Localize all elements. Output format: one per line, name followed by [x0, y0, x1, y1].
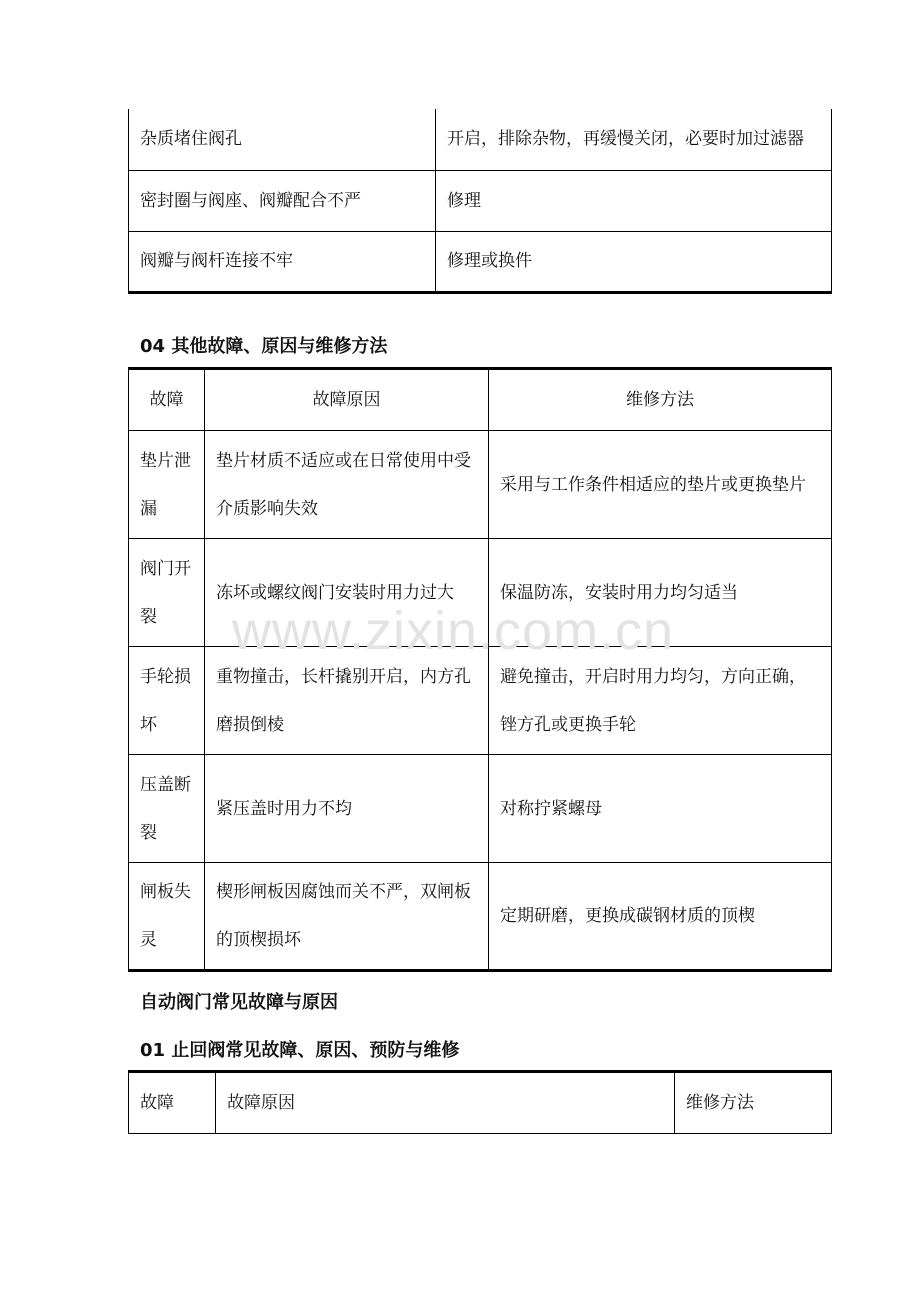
fault-cell: 阀门开裂	[129, 539, 205, 647]
fault-cell: 垫片泄漏	[129, 431, 205, 539]
cause-cell: 冻坏或螺纹阀门安装时用力过大	[205, 539, 489, 647]
section-04-heading: 04 其他故障、原因与维修方法	[140, 336, 388, 357]
auto-valve-heading: 自动阀门常见故障与原因	[140, 992, 338, 1013]
header-fault: 故障	[129, 1072, 216, 1134]
table-row	[129, 647, 832, 755]
watermark: www.zixin.com.cn	[232, 601, 675, 661]
table-row	[129, 539, 832, 647]
method-cell: 开启，排除杂物，再缓慢关闭，必要时加过滤器	[436, 109, 832, 170]
cause-cell: 重物撞击，长杆撬别开启，内方孔磨损倒棱	[205, 647, 489, 755]
check-valve-table	[128, 1070, 832, 1134]
table-row	[129, 231, 832, 292]
cause-cell: 紧压盖时用力不均	[205, 755, 489, 863]
fault-cell: 闸板失灵	[129, 863, 205, 971]
cause-cell: 阀瓣与阀杆连接不牢	[129, 231, 436, 292]
method-cell: 修理或换件	[436, 231, 832, 292]
header-method: 维修方法	[675, 1072, 832, 1134]
table-row	[129, 170, 832, 231]
header-fault: 故障	[129, 369, 205, 431]
cause-cell: 杂质堵住阀孔	[129, 109, 436, 170]
fault-cell: 压盖断裂	[129, 755, 205, 863]
header-method: 维修方法	[489, 369, 832, 431]
header-cause: 故障原因	[205, 369, 489, 431]
method-cell: 定期研磨，更换成碳钢材质的顶楔	[489, 863, 832, 971]
method-cell: 采用与工作条件相适应的垫片或更换垫片	[489, 431, 832, 539]
cause-cell: 垫片材质不适应或在日常使用中受介质影响失效	[205, 431, 489, 539]
method-cell: 对称拧紧螺母	[489, 755, 832, 863]
table-row	[129, 431, 832, 539]
method-cell: 避免撞击，开启时用力均匀，方向正确，锉方孔或更换手轮	[489, 647, 832, 755]
fault-cell: 手轮损坏	[129, 647, 205, 755]
cause-cell: 楔形闸板因腐蚀而关不严，双闸板的顶楔损坏	[205, 863, 489, 971]
table-row	[129, 755, 832, 863]
other-faults-table	[128, 367, 832, 972]
cause-cell: 密封圈与阀座、阀瓣配合不严	[129, 170, 436, 231]
section-01-heading: 01 止回阀常见故障、原因、预防与维修	[140, 1040, 460, 1061]
method-cell: 保温防冻，安装时用力均匀适当	[489, 539, 832, 647]
method-cell: 修理	[436, 170, 832, 231]
table-row	[129, 863, 832, 971]
header-cause: 故障原因	[216, 1072, 675, 1134]
table-row	[129, 109, 832, 170]
table-header-row	[129, 369, 832, 431]
valve-fault-table-continued	[128, 109, 832, 294]
table-header-row	[129, 1072, 832, 1134]
